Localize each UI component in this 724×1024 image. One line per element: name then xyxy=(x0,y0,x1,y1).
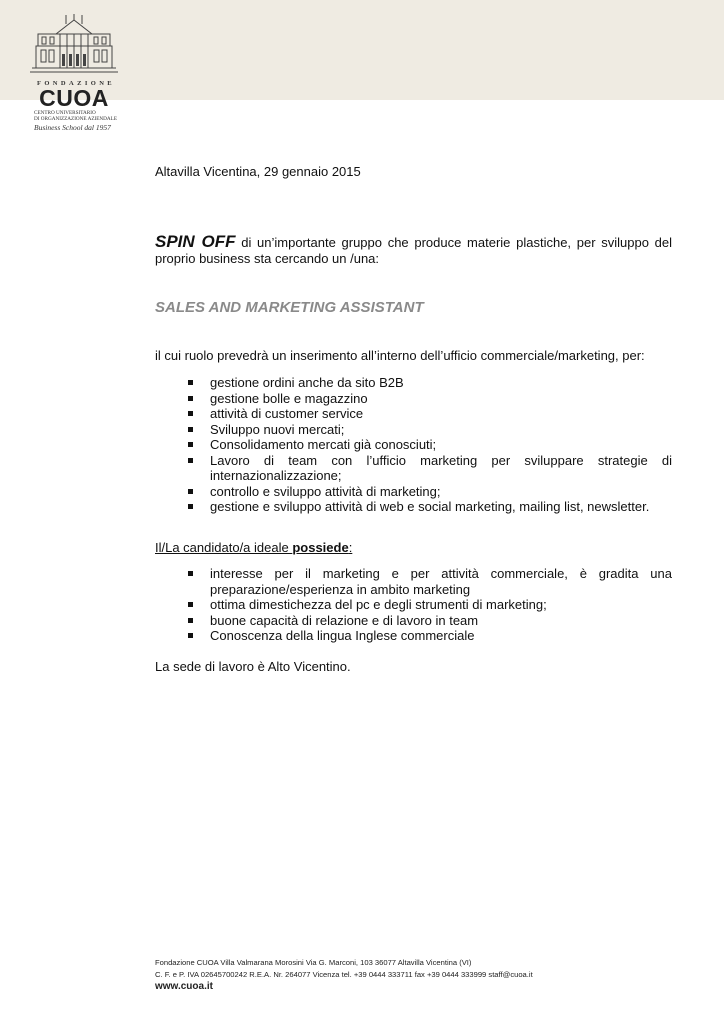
bullet-icon xyxy=(188,427,193,432)
bullet-icon xyxy=(188,396,193,401)
bullet-icon xyxy=(188,489,193,494)
list-item: Lavoro di team con l’ufficio marketing per sviluppare strategie di internazionalizzazione; xyxy=(155,453,672,484)
bullet-icon xyxy=(188,411,193,416)
list-item: gestione bolle e magazzino xyxy=(155,391,672,407)
footer-address: Fondazione CUOA Villa Valmarana Morosini Via G. Marconi, 103 36077 Altavilla Vicentina (VI) xyxy=(155,958,472,967)
list-item: gestione ordini anche da sito B2B xyxy=(155,375,672,391)
bullet-icon xyxy=(188,380,193,385)
bullet-icon xyxy=(188,442,193,447)
list-item: ottima dimestichezza del pc e degli strumenti di marketing; xyxy=(155,597,672,613)
intro-text: di un’importante gruppo che produce materie plastiche, per sviluppo del proprio business sta cercando un /una: xyxy=(155,235,672,266)
logo-subtitle-line1: CENTRO UNIVERSITARIO xyxy=(34,110,96,116)
list-item: Consolidamento mercati già conosciuti; xyxy=(155,437,672,453)
work-location: La sede di lavoro è Alto Vicentino. xyxy=(155,659,351,674)
candidate-heading: Il/La candidato/a ideale possiede: xyxy=(155,540,353,555)
role-intro: il cui ruolo prevedrà un inserimento all’interno dell’ufficio commerciale/marketing, per: xyxy=(155,348,645,363)
bullet-icon xyxy=(188,618,193,623)
list-item: Sviluppo nuovi mercati; xyxy=(155,422,672,438)
logo-tagline: Business School dal 1957 xyxy=(34,123,111,132)
duties-list xyxy=(155,375,672,515)
list-item: Conoscenza della lingua Inglese commerciale xyxy=(155,628,672,644)
footer-contacts: C. F. e P. IVA 02645700242 R.E.A. Nr. 264077 Vicenza tel. +39 0444 333711 fax +39 0444 333999 staff@cuoa.it xyxy=(155,970,533,979)
list-item: gestione e sviluppo attività di web e social marketing, mailing list, newsletter. xyxy=(155,499,672,515)
spin-off-label: SPIN OFF xyxy=(155,232,236,251)
logo-subtitle-line2: DI ORGANIZZAZIONE AZIENDALE xyxy=(34,116,117,122)
bullet-icon xyxy=(188,458,193,463)
requirements-list xyxy=(155,566,672,644)
logo-cuoa-text: CUOA xyxy=(39,85,109,111)
intro-paragraph xyxy=(155,234,672,266)
list-item: buone capacità di relazione e di lavoro in team xyxy=(155,613,672,629)
date-line: Altavilla Vicentina, 29 gennaio 2015 xyxy=(155,164,361,179)
possiede-emphasis: possiede xyxy=(292,540,349,555)
list-item: controllo e sviluppo attività di marketing; xyxy=(155,484,672,500)
bullet-icon xyxy=(188,571,193,576)
position-title: SALES AND MARKETING ASSISTANT xyxy=(155,299,424,316)
cuoa-logo xyxy=(30,12,122,132)
bullet-icon xyxy=(188,602,193,607)
bullet-icon xyxy=(188,633,193,638)
bullet-icon xyxy=(188,504,193,509)
footer-website-link[interactable]: www.cuoa.it xyxy=(155,981,213,992)
logo-fondazione-text: FONDAZIONE xyxy=(36,80,116,87)
villa-facade-icon xyxy=(30,12,118,76)
list-item: interesse per il marketing e per attività commerciale, è gradita una preparazione/esperienza in ambito marketing xyxy=(155,566,672,597)
list-item: attività di customer service xyxy=(155,406,672,422)
